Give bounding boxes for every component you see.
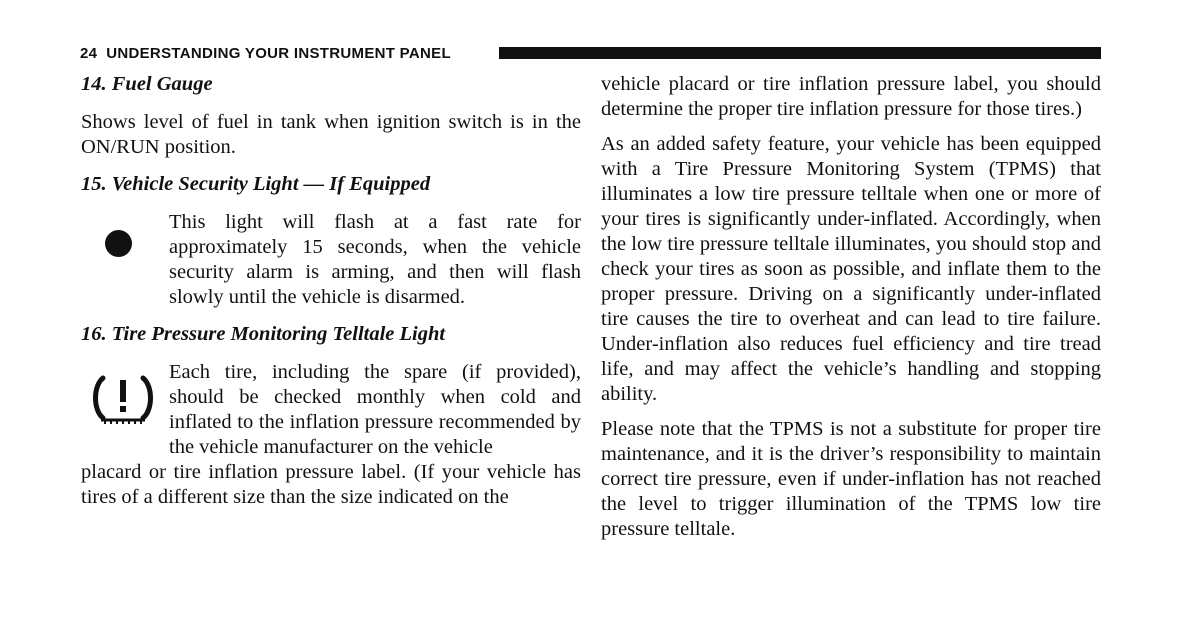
header-rule: [499, 47, 1101, 59]
section-title: UNDERSTANDING YOUR INSTRUMENT PANEL: [106, 45, 451, 62]
paragraph-fuel-gauge: Shows level of fuel in tank when ignition switch is in the ON/RUN position.: [81, 111, 581, 158]
page-number: 24: [80, 45, 98, 62]
heading-vehicle-security-light: 15. Vehicle Security Light — If Equipped: [81, 173, 431, 195]
security-light-block: [81, 210, 581, 310]
header-text: [80, 44, 451, 64]
right-column: [601, 72, 1101, 552]
left-column: [81, 72, 581, 510]
paragraph-tpms-safety-feature: As an added safety feature, your vehicle has been equipped with a Tire Pressure Monitoring System (TPMS) that illuminates a low tire pressure telltale when one or more of your tires is significantly under-inflated. Accordingly, when the low tire pressure telltale illuminates, you should stop and check your tires as soon as possible, and inflate them to the proper pressure. Driving on a significantly under-inflated tire causes the tire to overheat and can lead to tire failure. Under-inflation also reduces fuel efficiency and tire tread life, and may affect the vehicle’s handling and stopping ability.: [601, 133, 1101, 405]
paragraph-tpms-note: Please note that the TPMS is not a substitute for proper tire maintenance, and it is the driver’s responsibility to maintain correct tire pressure, even if under-inflation has not reached the level to trigger illumination of the TPMS low tire pressure telltale.: [601, 418, 1101, 540]
tire-pressure-warning-icon: [83, 366, 163, 434]
page-header: [80, 44, 1101, 64]
paragraph-tire-inflation-continued: vehicle placard or tire inflation pressure label, you should determine the proper tire inflation pressure for those tires.): [601, 73, 1101, 120]
tpms-block: [81, 360, 581, 460]
paragraph-security-light: This light will flash at a fast rate for approximately 15 seconds, when the vehicle security alarm is arming, and then will flash slowly until the vehicle is disarmed.: [169, 211, 581, 308]
heading-tpms-telltale: 16. Tire Pressure Monitoring Telltale Light: [81, 323, 446, 345]
heading-fuel-gauge: 14. Fuel Gauge: [81, 73, 213, 95]
security-light-dot-icon: [105, 230, 132, 257]
paragraph-tpms-part2: placard or tire inflation pressure label. (If your vehicle has tires of a different size than the size indicated on the: [81, 461, 581, 508]
paragraph-tpms-part1: Each tire, including the spare (if provided), should be checked monthly when cold and inflated to the inflation pressure recommended by the vehicle manufacturer on the vehicle: [169, 361, 581, 458]
